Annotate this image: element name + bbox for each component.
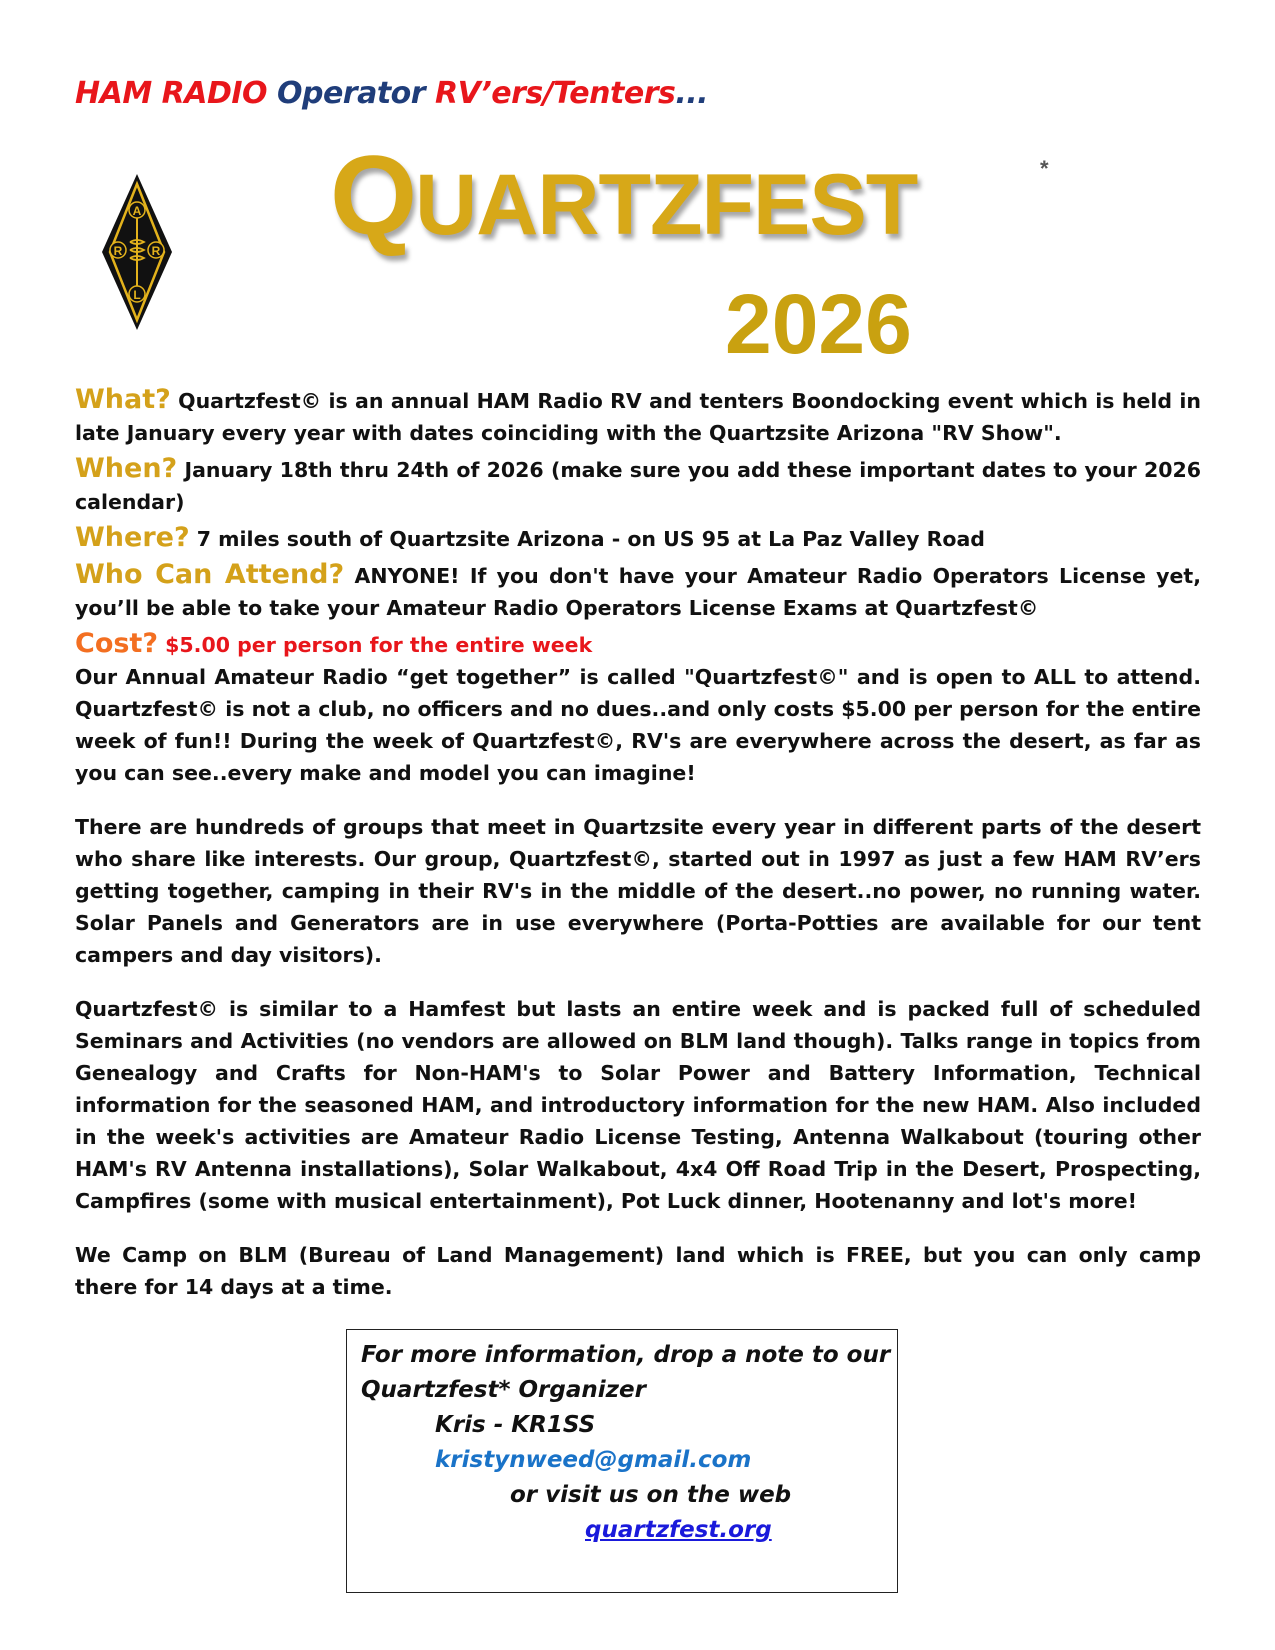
who-text: ANYONE! If you don't have your Amateur Radio Operators License yet, you’ll be able to take your Amateur Radio Operators License Exams at Quartzfest© xyxy=(75,564,1202,620)
title-rest: UARTZFEST xyxy=(415,157,918,253)
header-operator: Operator xyxy=(276,76,426,111)
who-section xyxy=(75,559,1201,624)
contact-line-2: Quartzfest* Organizer xyxy=(361,1377,646,1403)
contact-box xyxy=(346,1329,898,1593)
paragraph-blm: We Camp on BLM (Bureau of Land Management) land which is FREE, but you can only camp there for 14 days at a time. xyxy=(75,1243,1201,1299)
when-text: January 18th thru 24th of 2026 (make sure you add these important dates to your 2026 calendar) xyxy=(75,458,1202,514)
header-tagline xyxy=(75,76,708,111)
logo-letter-a: A xyxy=(132,204,142,218)
contact-email-link[interactable]: kristynweed@gmail.com xyxy=(435,1447,752,1473)
cost-section xyxy=(75,628,1201,661)
when-label: When? xyxy=(75,453,178,484)
paragraph-annual: Our Annual Amateur Radio “get together” is called "Quartzfest©" and is open to ALL to attend. Quartzfest© is not a club, no officers and no dues..and only costs $5.00 per person for the entire week of fun!! During the week of Quartzfest©, RV's are everywhere across the desert, as far as you can see..every make and model you can imagine! xyxy=(75,665,1201,785)
header-ellipsis: ... xyxy=(675,76,709,111)
what-label: What? xyxy=(75,384,171,415)
cost-label: Cost? xyxy=(75,628,159,659)
website-link[interactable]: quartzfest.org xyxy=(585,1517,772,1543)
logo-letter-r-left: R xyxy=(113,244,123,258)
when-section xyxy=(75,453,1201,518)
logo-letter-r-right: R xyxy=(151,244,161,258)
flyer-body xyxy=(75,384,1201,1303)
what-text: Quartzfest© is an annual HAM Radio RV and tenters Boondocking event which is held in late January every year with dates coinciding with the Quartzsite Arizona "RV Show". xyxy=(75,389,1202,445)
header-ham-radio: HAM RADIO xyxy=(75,76,268,111)
event-year: 2026 xyxy=(725,277,912,371)
title-asterisk: * xyxy=(1040,156,1049,181)
where-section xyxy=(75,522,1201,555)
contact-line-1: For more information, drop a note to our xyxy=(361,1342,891,1368)
who-label: Who Can Attend? xyxy=(75,559,345,590)
paragraph-history: There are hundreds of groups that meet in Quartzsite every year in different parts of the desert who share like interests. Our group, Quartzfest©, started out in 1997 as just a few HAM RV’ers getting together, camping in their RV's in the middle of the desert..no power, no running water. Solar Panels and Generators are in use everywhere (Porta-Potties are available for our tent campers and day visitors). xyxy=(75,815,1201,967)
organizer-name: Kris - KR1SS xyxy=(435,1412,596,1438)
logo-letter-l: L xyxy=(133,288,141,302)
arrl-logo xyxy=(100,172,174,332)
where-label: Where? xyxy=(75,522,190,553)
web-prompt: or visit us on the web xyxy=(510,1482,792,1508)
what-section xyxy=(75,384,1201,449)
header-rvers-tenters: RV’ers/Tenters xyxy=(435,76,676,111)
cost-text: $5.00 per person for the entire week xyxy=(165,633,593,657)
paragraph-activities: Quartzfest© is similar to a Hamfest but lasts an entire week and is packed full of scheduled Seminars and Activities (no vendors are allowed on BLM land though). Talks range in topics from Genealogy and Crafts for Non-HAM's to Solar Power and Battery Information, Technical information for the seasoned HAM, and introductory information for the new HAM. Also included in the week's activities are Amateur Radio License Testing, Antenna Walkabout (touring other HAM's RV Antenna installations), Solar Walkabout, 4x4 Off Road Trip in the Desert, Prospecting, Campfires (some with musical entertainment), Pot Luck dinner, Hootenanny and lot's more! xyxy=(75,997,1201,1213)
title-first-letter: Q xyxy=(330,133,416,258)
where-text: 7 miles south of Quartzsite Arizona - on US 95 at La Paz Valley Road xyxy=(196,527,985,551)
quartzfest-title xyxy=(330,133,918,258)
